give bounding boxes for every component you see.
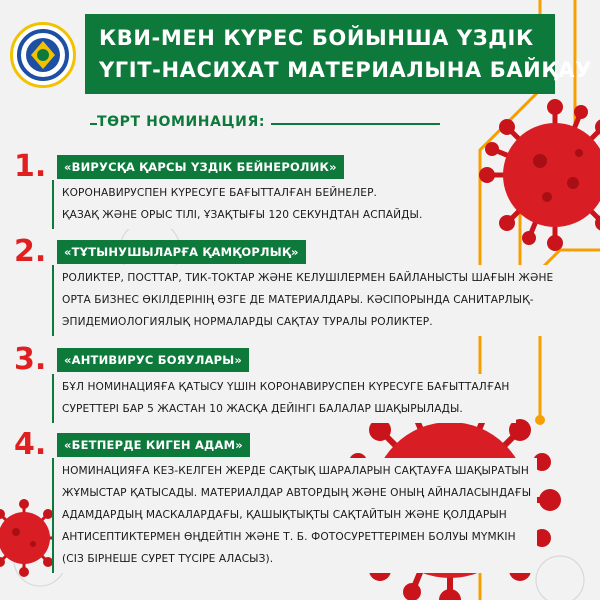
nomination-3-number: 3. — [14, 342, 47, 377]
nomination-2-line: РОЛИКТЕР, ПОСТТАР, ТИК-ТОКТАР ЖӘНЕ КЕЛУШІЛЕРМЕН БАЙЛАНЫСТЫ ШАҒЫН ЖӘНЕ — [62, 272, 554, 284]
nomination-2-description — [52, 265, 559, 336]
nomination-4-line: ЖҰМЫСТАР ҚАТЫСАДЫ. МАТЕРИАЛДАР АВТОРДЫҢ ЖӘНЕ ОНЫҢ АЙНАЛАСЫНДАҒЫ — [62, 487, 532, 499]
nomination-4-line: АНТИСЕПТИКТЕРМЕН ӨҢДЕЙТІН ЖӘНЕ Т. Б. ФОТОСУРЕТТЕРІМЕН БОЛУЫ МҮМКІН — [62, 531, 516, 543]
nomination-4-line: НОМИНАЦИЯҒА КЕЗ-КЕЛГЕН ЖЕРДЕ САҚТЫҚ ШАРАЛАРЫН САҚТАУҒА ШАҚЫРАТЫН — [62, 465, 529, 477]
page-title-line-1: КВИ-МЕН КҮРЕС БОЙЫНША ҮЗДІК — [99, 26, 534, 50]
nomination-3-line: СУРЕТТЕРІ БАР 5 ЖАСТАН 10 ЖАСҚА ДЕЙІНГІ БАЛАЛАР ШАҚЫРЫЛАДЫ. — [62, 403, 463, 415]
organization-logo — [10, 22, 76, 88]
nomination-1-description — [52, 180, 428, 229]
nomination-3-line: БҰЛ НОМИНАЦИЯҒА ҚАТЫСУ ҮШІН КОРОНАВИРУСПЕН КҮРЕСУГЕ БАҒЫТТАЛҒАН — [62, 381, 510, 393]
nomination-2-number: 2. — [14, 234, 47, 269]
header-title-bar — [85, 14, 592, 94]
nomination-1-number: 1. — [14, 149, 47, 184]
page-title-line-2: ҮГІТ-НАСИХАТ МАТЕРИАЛЫНА БАЙҚАУ — [99, 58, 592, 82]
faint-virus-outline — [536, 556, 584, 600]
nomination-2-title: «ТҰТЫНУШЫЛАРҒА ҚАМҚОРЛЫҚ» — [57, 240, 306, 264]
nomination-2-line: ЭПИДЕМИОЛОГИЯЛЫҚ НОРМАЛАРДЫ САҚТАУ ТУРАЛЫ РОЛИКТЕР. — [62, 316, 433, 328]
nomination-1-title: «ВИРУСҚА ҚАРСЫ ҮЗДІК БЕЙНЕРОЛИК» — [57, 155, 344, 179]
nomination-4-line: АДАМДАРДЫҢ МАСКАЛАРДАҒЫ, ҚАШЫҚТЫҚТЫ САҚТАЙТЫН ЖӘНЕ ҚОЛДАРЫН — [62, 509, 507, 521]
subtitle: ТӨРТ НОМИНАЦИЯ: — [97, 114, 271, 130]
virus-icon — [479, 99, 600, 251]
nomination-1-line: КОРОНАВИРУСПЕН КҮРЕСУГЕ БАҒЫТТАЛҒАН БЕЙНЕЛЕР. — [62, 187, 378, 199]
nomination-1-line: ҚАЗАҚ ЖӘНЕ ОРЫС ТІЛІ, ҰЗАҚТЫҒЫ 120 СЕКУНДТАН АСПАЙДЫ. — [62, 209, 423, 221]
nomination-2-line: ОРТА БИЗНЕС ӨКІЛДЕРІНІҢ ӨЗГЕ ДЕ МАТЕРИАЛДАРЫ. КӘСІПОРЫНДА САНИТАРЛЫҚ- — [62, 294, 534, 306]
nomination-4-number: 4. — [14, 427, 47, 462]
nomination-4-title: «БЕТПЕРДЕ КИГЕН АДАМ» — [57, 433, 250, 457]
nomination-4-description — [52, 458, 537, 573]
nomination-3-description — [52, 374, 516, 423]
nomination-4-line: (СІЗ БІРНЕШЕ СУРЕТ ТҮСІРЕ АЛАСЫЗ). — [62, 553, 274, 565]
nomination-3-title: «АНТИВИРУС БОЯУЛАРЫ» — [57, 348, 249, 372]
